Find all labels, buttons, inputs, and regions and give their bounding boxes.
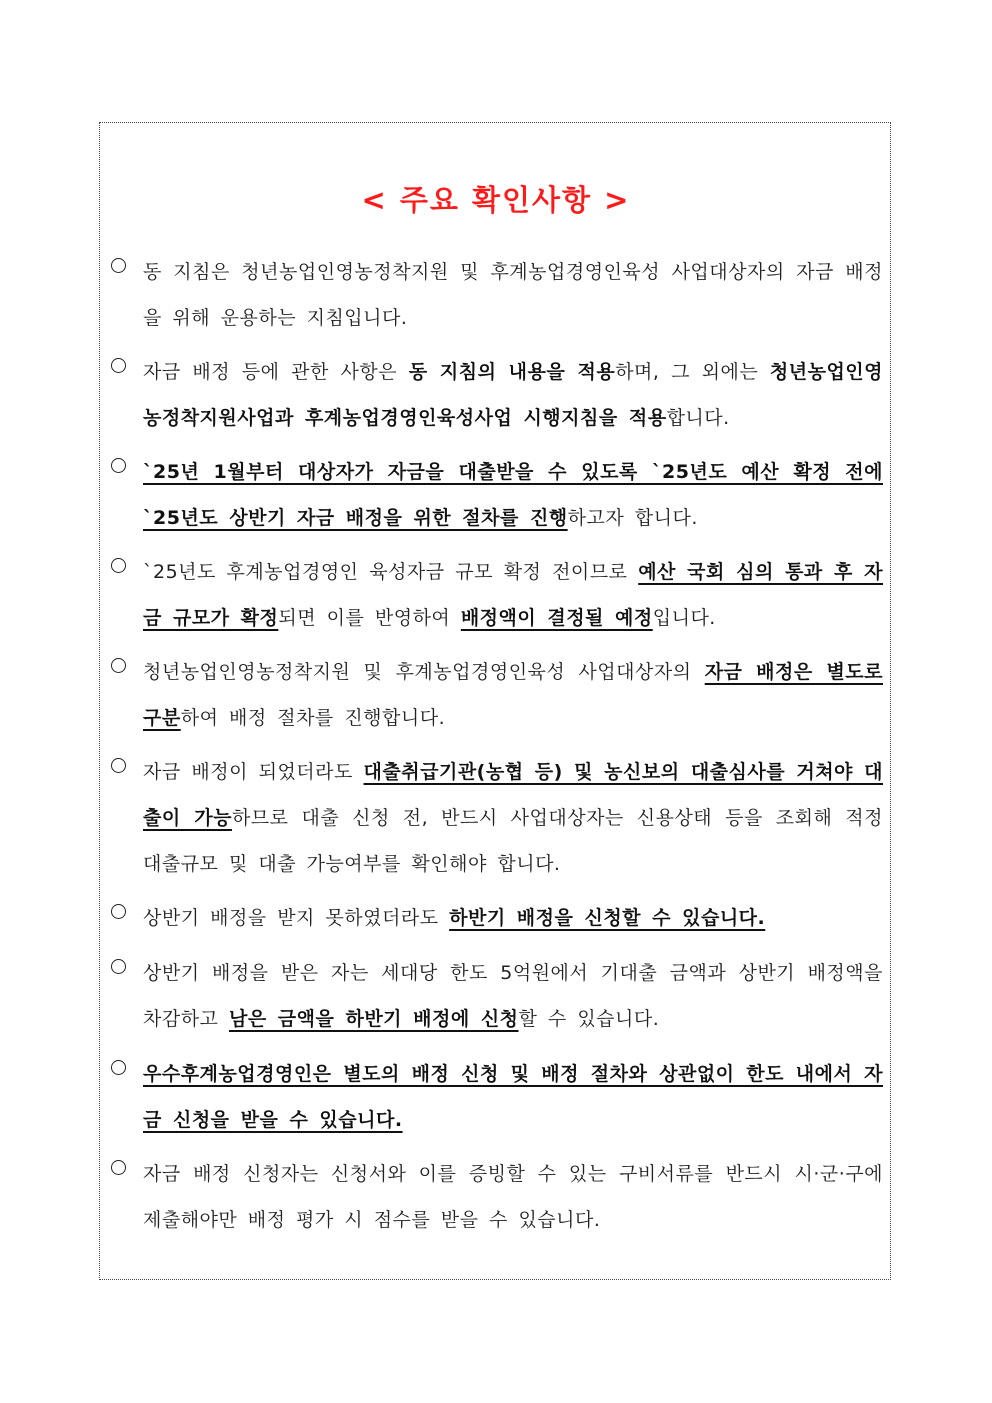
item-segment: 동 지침은 청년농업인영농정착지원 및 후계농업경영인육성 사업대상자의 자금 배정을 위해 운용하는 지침입니다. bbox=[143, 261, 883, 329]
item-segment: 되면 이를 반영하여 bbox=[278, 607, 461, 629]
page-title: < 주요 확인사항 > bbox=[361, 183, 631, 217]
item-emphasis: 남은 금액을 하반기 배정에 신청 bbox=[228, 1008, 519, 1030]
item-text bbox=[143, 749, 883, 887]
list-item bbox=[111, 349, 883, 441]
item-emphasis: 자금 배정은 별도로 구분 bbox=[143, 661, 884, 729]
list-item bbox=[111, 449, 883, 541]
item-text bbox=[143, 349, 883, 441]
item-emphasis: 동 지침의 내용을 적용 bbox=[408, 361, 616, 383]
list-item bbox=[111, 1151, 883, 1243]
list-item bbox=[111, 950, 883, 1042]
circle-bullet-icon bbox=[111, 758, 126, 773]
item-segment: `25년도 후계농업경영인 육성자금 규모 확정 전이므로 bbox=[143, 561, 639, 583]
circle-bullet-icon bbox=[111, 1160, 126, 1175]
item-segment: 상반기 배정을 받지 못하였더라도 bbox=[143, 907, 450, 929]
item-text bbox=[143, 1051, 883, 1143]
circle-bullet-icon bbox=[111, 658, 126, 673]
item-text bbox=[143, 649, 883, 741]
item-text bbox=[143, 1151, 883, 1243]
list-item bbox=[111, 1051, 883, 1143]
list-item bbox=[111, 749, 883, 887]
item-segment: 입니다. bbox=[652, 607, 716, 629]
circle-bullet-icon bbox=[111, 458, 126, 473]
item-emphasis: 하반기 배정을 신청할 수 있습니다. bbox=[449, 907, 766, 929]
list-item bbox=[111, 649, 883, 741]
list-item bbox=[111, 895, 883, 941]
item-segment: 하여 배정 절차를 진행합니다. bbox=[180, 707, 446, 729]
circle-bullet-icon bbox=[111, 258, 126, 273]
item-text bbox=[143, 895, 883, 941]
list-item bbox=[111, 249, 883, 341]
circle-bullet-icon bbox=[111, 959, 126, 974]
item-text bbox=[143, 449, 883, 541]
item-segment: 자금 배정 신청자는 신청서와 이를 증빙할 수 있는 구비서류를 반드시 시·군·구에 제출해야만 배정 평가 시 점수를 받을 수 있습니다. bbox=[143, 1163, 883, 1231]
item-segment: 자금 배정이 되었더라도 bbox=[143, 761, 364, 783]
circle-bullet-icon bbox=[111, 904, 126, 919]
item-segment: 상반기 배정을 받은 자는 세대당 한도 5억원에서 기대출 금액과 상반기 배정액을 차감하고 bbox=[143, 962, 883, 1030]
item-emphasis: 청년농업인영농정착지원사업과 후계농업경영인육성사업 시행지침을 적용 bbox=[143, 361, 884, 429]
circle-bullet-icon bbox=[111, 358, 126, 373]
item-segment: 할 수 있습니다. bbox=[518, 1008, 660, 1030]
item-emphasis: 대출취급기관(농협 등) 및 농신보의 대출심사를 거쳐야 대출이 가능 bbox=[143, 761, 883, 829]
item-emphasis: `25년 1월부터 대상자가 자금을 대출받을 수 있도록 `25년도 예산 확정 전에 `25년도 상반기 자금 배정을 위한 절차를 진행 bbox=[143, 461, 883, 529]
item-segment: 자금 배정 등에 관한 사항은 bbox=[143, 361, 409, 383]
item-segment: 하므로 대출 신청 전, 반드시 사업대상자는 신용상태 등을 조회해 적정 대출규모 및 대출 가능여부를 확인해야 합니다. bbox=[143, 807, 884, 875]
item-segment: 청년농업인영농정착지원 및 후계농업경영인육성 사업대상자의 bbox=[143, 661, 705, 683]
item-text bbox=[143, 249, 883, 341]
item-text bbox=[143, 549, 883, 641]
item-emphasis: 예산 국회 심의 통과 후 자금 규모가 확정 bbox=[143, 561, 883, 629]
list-item bbox=[111, 549, 883, 641]
item-segment: 합니다. bbox=[666, 407, 730, 429]
circle-bullet-icon bbox=[111, 1060, 126, 1075]
item-emphasis: 배정액이 결정될 예정 bbox=[460, 607, 653, 629]
item-emphasis: 우수후계농업경영인은 별도의 배정 신청 및 배정 절차와 상관없이 한도 내에서 자금 신청을 받을 수 있습니다. bbox=[143, 1063, 883, 1131]
item-text bbox=[143, 950, 883, 1042]
circle-bullet-icon bbox=[111, 558, 126, 573]
item-segment: 하며, 그 외에는 bbox=[615, 361, 770, 383]
item-segment: 하고자 합니다. bbox=[567, 507, 698, 529]
